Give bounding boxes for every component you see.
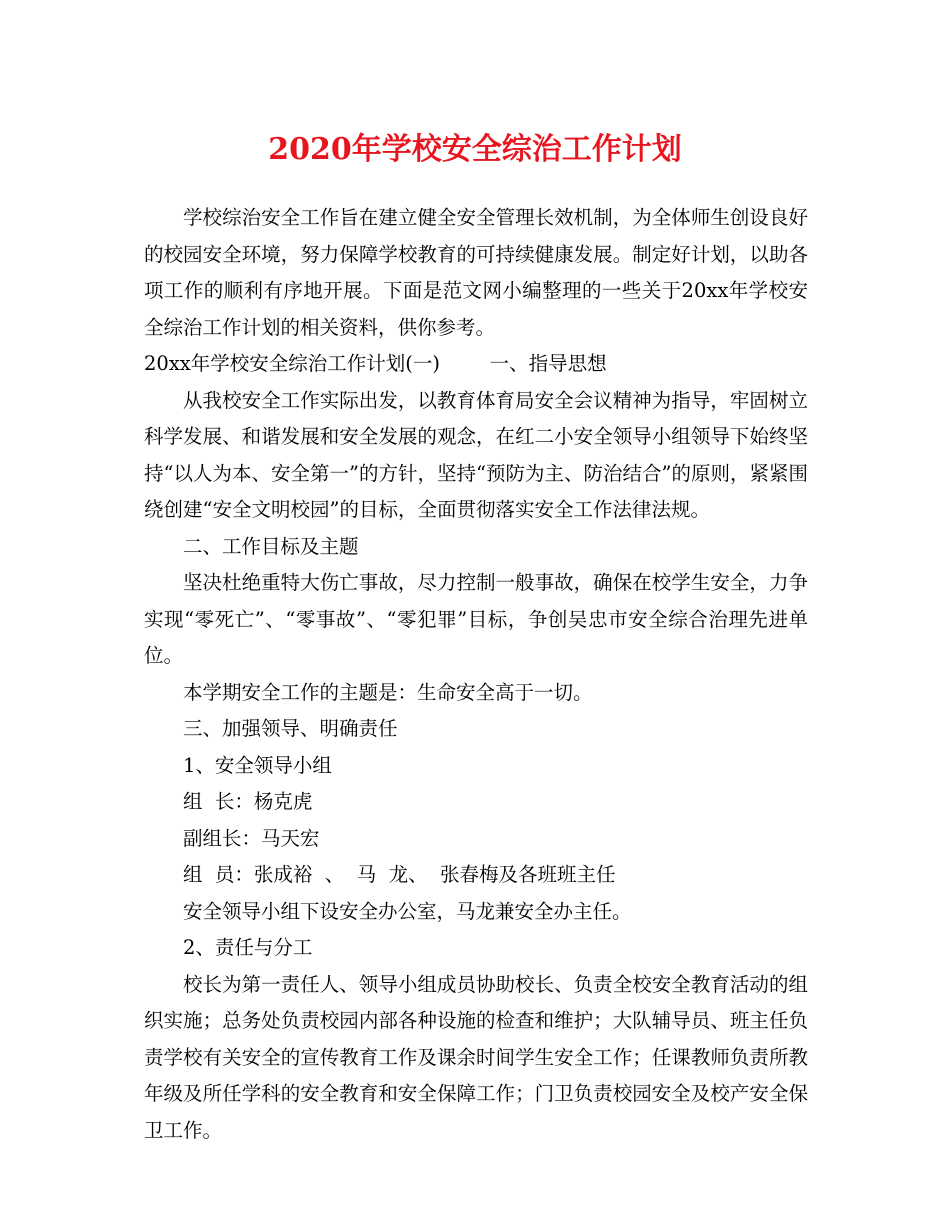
- subheading-leadership-group: 1、安全领导小组: [183, 753, 332, 777]
- document-title: 2020年学校安全综治工作计划: [268, 132, 682, 167]
- safety-office-line: 安全领导小组下设安全办公室，马龙兼安全办主任。: [183, 899, 632, 923]
- deputy-leader-line: 副组长：马天宏: [183, 826, 320, 850]
- group-members-line: 组 员：张成裕 、 马 龙、 张春梅及各班班主任: [183, 863, 616, 886]
- plan-heading-line: 20xx年学校安全综治工作计划(一) 一、指导思想: [144, 352, 607, 375]
- guiding-thought-paragraph: 从我校安全工作实际出发，以教育体育局安全会议精神为指导，牢固树立科学发展、和谐发展和安全发展的观念，在红二小安全领导小组领导下始终坚持“以人为本、安全第一”的方针，坚持“预防为主、防治结合”的原则，紧紧围绕创建“安全文明校园”的目标，全面贯彻落实安全工作法律法规。: [144, 388, 808, 521]
- section-heading-leadership: 三、加强领导、明确责任: [183, 717, 398, 740]
- section-heading-goals: 二、工作目标及主题: [183, 534, 359, 558]
- document-body: [144, 200, 808, 1149]
- theme-paragraph: 本学期安全工作的主题是：生命安全高于一切。: [183, 680, 593, 704]
- goals-paragraph: 坚决杜绝重特大伤亡事故，尽力控制一般事故，确保在校学生安全，力争实现“零死亡”、“零事故”、“零犯罪”目标，争创吴忠市安全综合治理先进单位。: [144, 571, 808, 667]
- responsibility-paragraph: 校长为第一责任人、领导小组成员协助校长、负责全校安全教育活动的组织实施；总务处负责校园内部各种设施的检查和维护；大队辅导员、班主任负责学校有关安全的宣传教育工作及课余时间学生安全工作；任课教师负责所教年级及所任学科的安全教育和安全保障工作；门卫负责校园安全及校产安全保卫工作。: [144, 972, 808, 1142]
- group-leader-line: 组 长：杨克虎: [183, 790, 313, 813]
- intro-paragraph: 学校综治安全工作旨在建立健全安全管理长效机制，为全体师生创设良好的校园安全环境，努力保障学校教育的可持续健康发展。制定好计划，以助各项工作的顺利有序地开展。下面是范文网小编整理的一些关于20xx年学校安全综治工作计划的相关资料，供你参考。: [144, 206, 808, 339]
- subheading-responsibility: 2、责任与分工: [183, 936, 313, 959]
